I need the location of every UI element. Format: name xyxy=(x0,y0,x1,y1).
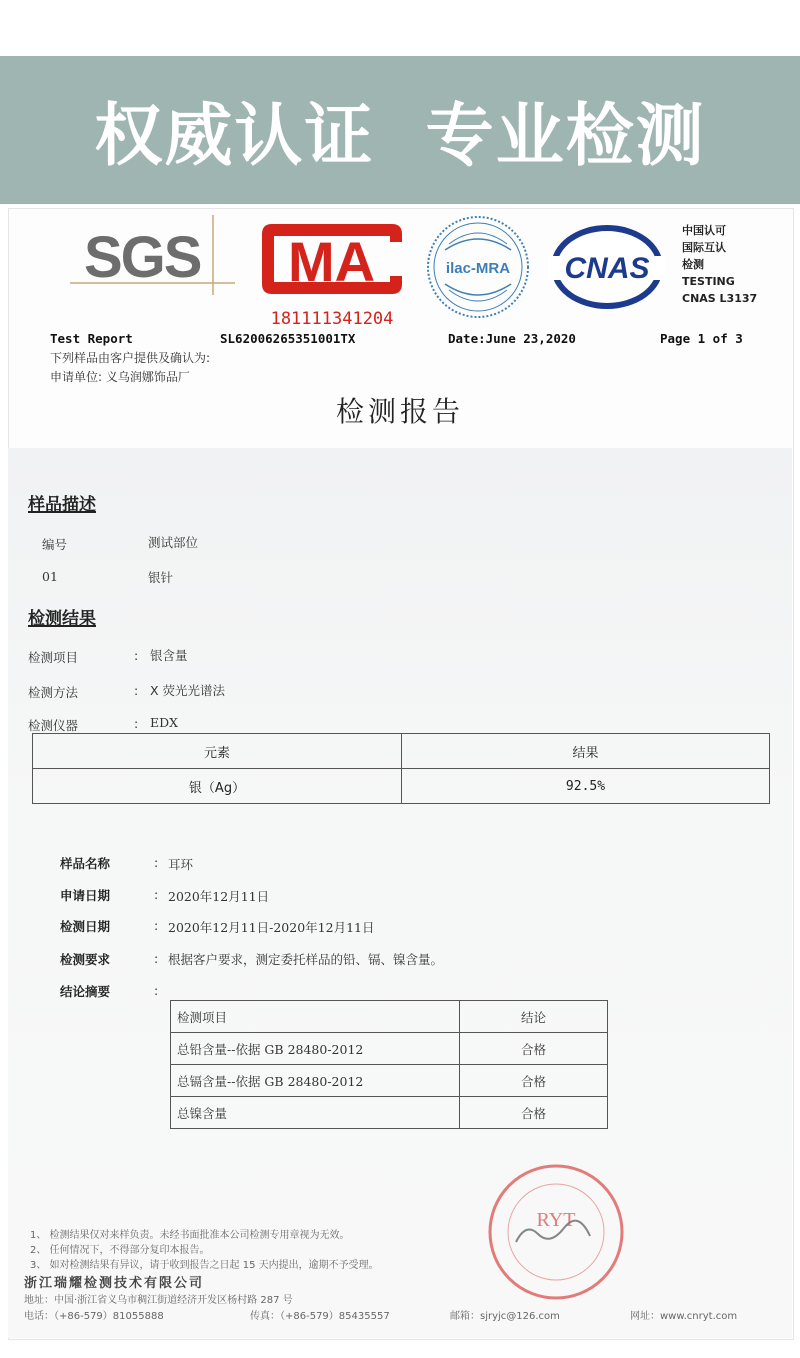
test-method-label: 检测方法 xyxy=(28,685,79,700)
table-cell: 合格 xyxy=(460,1033,608,1065)
sample-col-id: 编号 xyxy=(42,537,68,552)
cma-logo xyxy=(252,212,412,330)
cnas-side-line: 中国认可 xyxy=(682,224,726,237)
header-banner xyxy=(0,56,800,204)
table-cell: 92.5% xyxy=(402,769,770,804)
requirement-value: 根据客户要求，测定委托样品的铅、镉、镍含量。 xyxy=(168,952,444,967)
banner-title: 权威认证 专业检测 xyxy=(94,97,706,176)
cma-logo-text: MA xyxy=(288,230,376,293)
table-cell: 总镉含量--依据 GB 28480-2012 xyxy=(171,1065,460,1097)
table-cell: 总镍含量 xyxy=(171,1097,460,1129)
sample-name-value: 耳环 xyxy=(168,857,194,872)
colon: : xyxy=(154,951,159,966)
colon: : xyxy=(134,683,139,698)
cnas-side-line: CNAS L3137 xyxy=(682,292,758,305)
cnas-logo-text: CNAS xyxy=(564,252,650,285)
table-row xyxy=(171,1033,608,1065)
document-title: 检测报告 xyxy=(335,395,464,428)
seal-center-text: RYT xyxy=(536,1209,576,1231)
table-header-cell: 结论 xyxy=(460,1001,608,1033)
table-row xyxy=(33,769,770,804)
company-website: 网址：www.cnryt.com xyxy=(630,1311,738,1322)
table-cell: 合格 xyxy=(460,1097,608,1129)
sgs-logo-text: SGS xyxy=(84,225,201,290)
table-header-cell: 检测项目 xyxy=(171,1001,460,1033)
table-row xyxy=(171,1097,608,1129)
footer-note: 2、 任何情况下，不得部分复印本报告。 xyxy=(30,1245,210,1256)
colon: : xyxy=(134,648,139,663)
requirement-label: 检测要求 xyxy=(60,952,111,967)
ilac-logo-text: ilac-MRA xyxy=(445,260,511,277)
test-method-value: X 荧光光谱法 xyxy=(150,683,226,698)
report-label: Test Report xyxy=(50,331,133,346)
company-address: 地址：中国·浙江省义乌市稠江街道经济开发区杨村路 287 号 xyxy=(24,1295,293,1306)
summary-label: 结论摘要 xyxy=(60,984,111,999)
cnas-side-line: TESTING xyxy=(682,275,735,288)
footer-note: 3、 如对检测结果有异议，请于收到报告之日起 15 天内提出，逾期不予受理。 xyxy=(30,1260,379,1271)
test-item-value: 银含量 xyxy=(150,648,188,663)
cnas-logo xyxy=(548,222,666,312)
sample-name-label: 样品名称 xyxy=(60,856,111,871)
colon: : xyxy=(134,716,139,731)
sgs-logo xyxy=(70,215,235,295)
cnas-accreditation-text xyxy=(682,222,757,307)
table-cell: 总铅含量--依据 GB 28480-2012 xyxy=(171,1033,460,1065)
cnas-side-line: 国际互认 xyxy=(682,241,726,254)
official-seal xyxy=(486,1162,626,1302)
sample-part: 银针 xyxy=(148,570,174,585)
sample-id: 01 xyxy=(42,569,58,584)
conclusion-table xyxy=(170,1000,608,1129)
table-row xyxy=(171,1065,608,1097)
applicant: 申请单位: 义乌润娜饰品厂 xyxy=(50,370,190,384)
element-results-table xyxy=(32,733,770,804)
table-header-cell: 结果 xyxy=(402,734,770,769)
table-cell: 银（Ag） xyxy=(33,769,402,804)
footer-note: 1、 检测结果仅对来样负责。未经书面批准本公司检测专用章视为无效。 xyxy=(30,1230,350,1241)
colon: : xyxy=(154,855,159,870)
report-date: Date:June 23,2020 xyxy=(448,331,576,346)
sample-heading: 样品描述 xyxy=(28,495,96,515)
results-heading: 检测结果 xyxy=(28,609,96,629)
table-header-cell: 元素 xyxy=(33,734,402,769)
cnas-side-line: 检测 xyxy=(682,258,704,271)
report-number: SL62006265351001TX xyxy=(220,331,356,346)
sample-col-part: 测试部位 xyxy=(148,535,199,550)
test-instrument-label: 检测仪器 xyxy=(28,718,79,733)
test-date-value: 2020年12月11日-2020年12月11日 xyxy=(168,920,375,935)
cma-number: 181111341204 xyxy=(270,309,394,329)
company-fax: 传真：（+86-579）85435557 xyxy=(250,1311,390,1322)
test-item-label: 检测项目 xyxy=(28,650,79,665)
table-header-row xyxy=(33,734,770,769)
test-date-label: 检测日期 xyxy=(60,919,111,934)
report-body-shade xyxy=(8,448,792,1338)
table-cell: 合格 xyxy=(460,1065,608,1097)
company-phone: 电话：（+86-579）81055888 xyxy=(24,1311,164,1322)
company-name: 浙江瑞耀检测技术有限公司 xyxy=(24,1276,205,1291)
colon: : xyxy=(154,983,159,998)
colon: : xyxy=(154,887,159,902)
report-note: 下列样品由客户提供及确认为: xyxy=(50,351,211,365)
report-page: Page 1 of 3 xyxy=(660,331,743,346)
ilac-mra-logo xyxy=(425,214,531,320)
apply-date-label: 申请日期 xyxy=(60,888,111,903)
colon: : xyxy=(154,918,159,933)
test-instrument-value: EDX xyxy=(150,715,179,730)
company-email: 邮箱：sjryjc@126.com xyxy=(450,1311,560,1322)
table-header-row xyxy=(171,1001,608,1033)
apply-date-value: 2020年12月11日 xyxy=(168,889,270,904)
